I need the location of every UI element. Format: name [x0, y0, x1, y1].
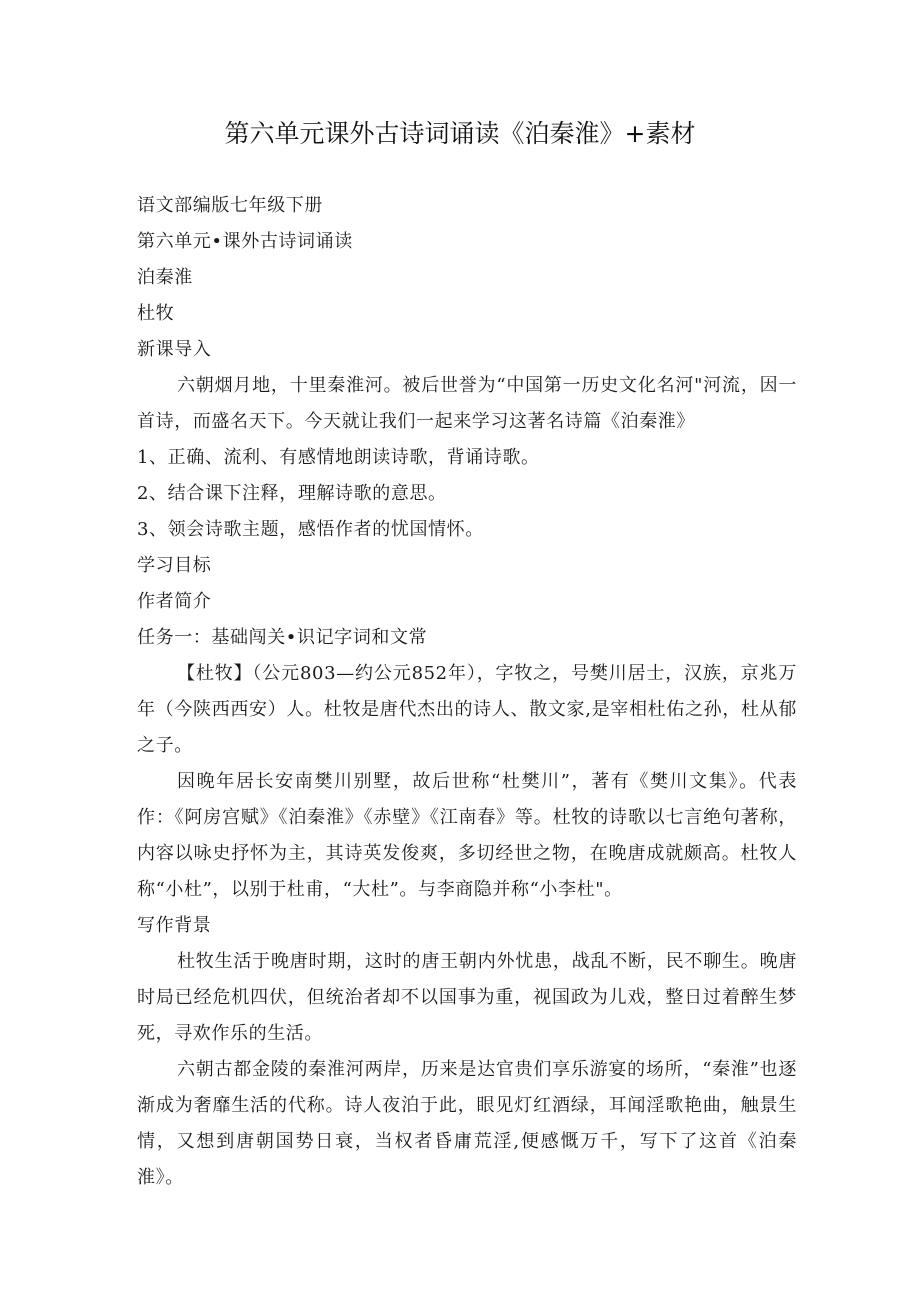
- objective-item: 2、结合课下注释，理解诗歌的意思。: [137, 483, 447, 504]
- objective-item: 1、正确、流利、有感情地朗读诗歌，背诵诗歌。: [137, 447, 540, 468]
- background-heading: 写作背景: [137, 915, 212, 936]
- author-intro-heading: 作者简介: [137, 591, 212, 612]
- intro-paragraph: 六朝烟月地，十里秦淮河。被后世誉为“中国第一历史文化名河"河流，因一首诗，而盛名天下。今天就让我们一起来学习这著名诗篇《泊秦淮》: [137, 375, 797, 432]
- poem-title-line: 泊秦淮: [137, 267, 193, 288]
- background-paragraph: 六朝古都金陵的秦淮河两岸，历来是达官贵们享乐游宴的场所，“秦淮”也逐渐成为奢靡生活的代称。诗人夜泊于此，眼见灯红酒绿，耳闻淫歌艳曲，触景生情，又想到唐朝国势日衰，当权者昏庸荒淫,便感慨万千，写下了这首《泊秦淮》。: [137, 1059, 797, 1188]
- intro-heading: 新课导入: [137, 339, 212, 360]
- task-one-heading: 任务一：基础闯关•识记字词和文常: [137, 627, 428, 648]
- author-paragraph: 【杜牧】（公元803—约公元852年），字牧之，号樊川居士，汉族，京兆万年（今陕西西安）人。杜牧是唐代杰出的诗人、散文家,是宰相杜佑之孙，杜从郁之子。: [137, 663, 797, 756]
- author-works-paragraph: 因晚年居长安南樊川别墅，故后世称“杜樊川”，著有《樊川文集》。代表作：《阿房宫赋》《泊秦淮》《赤壁》《江南春》等。杜牧的诗歌以七言绝句著称，内容以咏史抒怀为主，其诗英发俊爽，多切经世之物，在晚唐成就颇高。杜牧人称“小杜”，以别于杜甫，“大杜”。与李商隐并称“小李杜"。: [137, 771, 797, 900]
- document-title: 第六单元课外古诗词诵读《泊秦淮》+素材: [224, 119, 696, 148]
- document-body: [137, 188, 797, 1196]
- goals-heading: 学习目标: [137, 555, 212, 576]
- background-paragraph: 杜牧生活于晚唐时期，这时的唐王朝内外忧患，战乱不断，民不聊生。晚唐时局已经危机四伏，但统治者却不以国事为重，视国政为儿戏，整日过着醉生梦死，寻欢作乐的生活。: [137, 951, 797, 1044]
- objective-item: 3、领会诗歌主题，感悟作者的忧国情怀。: [137, 519, 484, 540]
- textbook-line: 语文部编版七年级下册: [137, 195, 323, 216]
- unit-line: 第六单元•课外古诗词诵读: [137, 231, 353, 252]
- poem-author-line: 杜牧: [137, 303, 175, 324]
